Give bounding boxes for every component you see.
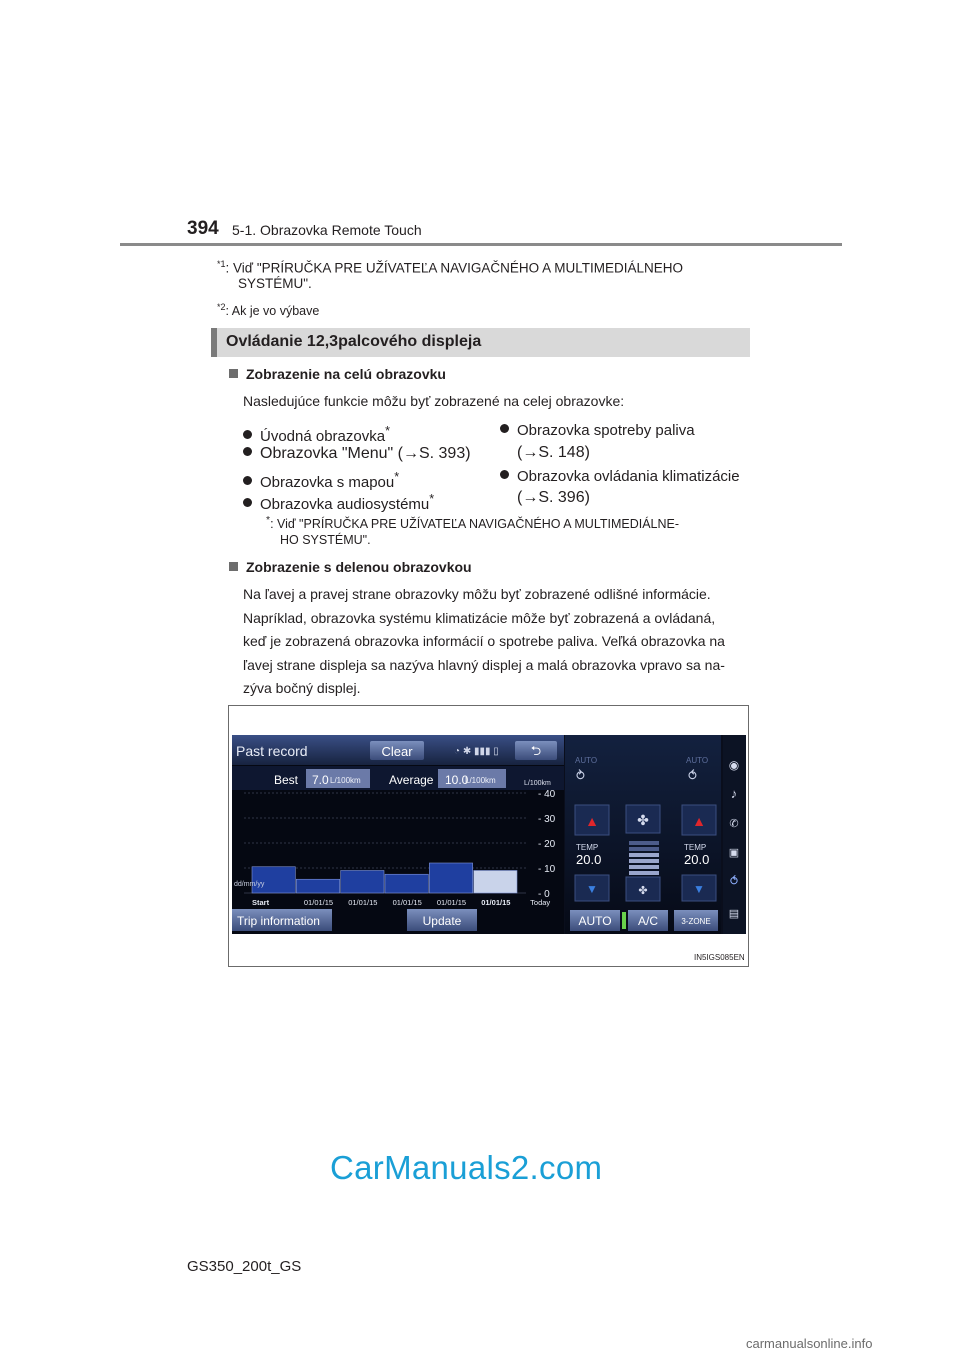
down-arrow-icon: ▼ xyxy=(693,882,705,896)
split-paragraph xyxy=(243,583,745,701)
square-bullet-icon xyxy=(229,369,238,378)
list-item-ref: (→S. 148) xyxy=(517,444,590,461)
chart-bar xyxy=(429,863,472,893)
auto-button-label: AUTO xyxy=(578,914,612,928)
trip-information-label: Trip information xyxy=(237,914,320,928)
footnote-2-mark: *2 xyxy=(217,302,226,312)
split-heading xyxy=(229,559,472,575)
clear-button-label: Clear xyxy=(381,744,413,759)
list-item-text: Obrazovka audiosystému xyxy=(260,496,430,513)
x-tick-label: 01/01/15 xyxy=(303,898,334,907)
x-tick-label: Start xyxy=(252,898,270,907)
square-bullet-icon xyxy=(229,562,238,571)
auto-left-label: AUTO xyxy=(575,756,598,765)
fullscreen-heading xyxy=(229,366,446,382)
y-tick-label: - 0 xyxy=(538,889,550,900)
footnote-1-cont: SYSTÉMU". xyxy=(238,276,312,291)
bullet-icon xyxy=(500,470,509,479)
list-item-ref: (→S. 396) xyxy=(517,489,590,506)
list-item-text: Obrazovka ovládania klimatizácie xyxy=(517,468,740,485)
list-item-mark: * xyxy=(429,492,435,506)
update-button-label: Update xyxy=(422,914,462,928)
best-unit: L/100km xyxy=(330,776,361,785)
average-unit: L/100km xyxy=(465,776,496,785)
chart-bar xyxy=(385,874,428,893)
fan-icon: ✤ xyxy=(637,812,649,828)
list-item xyxy=(500,421,695,441)
fan-small-icon: ✤ xyxy=(638,885,648,897)
temp-right-value: 20.0 xyxy=(684,852,710,867)
chart-bar xyxy=(252,867,295,893)
fullscreen-note xyxy=(266,512,679,533)
footnote-1-mark: *1 xyxy=(217,259,226,269)
site-watermark: carmanualsonline.info xyxy=(746,1336,873,1351)
y-tick-label: - 40 xyxy=(538,789,556,800)
section-heading-bar xyxy=(211,328,750,357)
bullet-icon xyxy=(243,447,252,456)
display-icon[interactable]: ▤ xyxy=(728,908,740,920)
display-svg xyxy=(232,735,746,934)
list-item-text: Obrazovka s mapou xyxy=(260,474,395,491)
chart-bar xyxy=(474,871,517,894)
up-arrow-icon: ▲ xyxy=(692,813,706,829)
temp-left-label: TEMP xyxy=(576,843,599,852)
paragraph-line: keď je zobrazená obrazovka informácií o spotrebe paliva. Veľká obrazovka na xyxy=(243,633,725,649)
x-tick-label: 01/01/15 xyxy=(348,898,378,907)
chart-bar xyxy=(296,879,339,893)
paragraph-line: zýva bočný displej. xyxy=(243,680,361,696)
footnote-2-text: : Ak je vo výbave xyxy=(225,304,320,319)
footnote-1-line1: : Viď "PRÍRUČKA PRE UŽÍVATEĽA NAVIGAČNÉHO A MULTIMEDIÁLNEHO xyxy=(225,260,683,276)
climate-icon[interactable]: ⥀ xyxy=(729,874,739,888)
display-screenshot xyxy=(232,735,746,934)
section-title: 5-1. Obrazovka Remote Touch xyxy=(232,222,422,238)
average-label: Average xyxy=(389,773,434,787)
x-tick-label: 01/01/15 xyxy=(436,898,467,907)
x-tick-label: 01/01/15 xyxy=(481,898,511,907)
up-arrow-icon: ▲ xyxy=(585,813,599,829)
list-item-mark: * xyxy=(394,470,400,484)
phone-icon[interactable]: ✆ xyxy=(729,818,739,830)
music-icon[interactable]: ♪ xyxy=(730,786,738,801)
chart-bar xyxy=(341,871,384,894)
seat-left-icon[interactable]: ⥁ xyxy=(576,768,585,783)
axis-unit: L/100km xyxy=(524,780,551,787)
status-icons: ◔ ✱ ▮▮▮ ▯ xyxy=(454,746,499,757)
bullet-icon xyxy=(243,430,252,439)
list-item-text: Úvodná obrazovka xyxy=(260,428,386,445)
zone-button-label: 3-ZONE xyxy=(681,917,711,926)
down-arrow-icon: ▼ xyxy=(586,882,598,896)
fullscreen-note-cont: HO SYSTÉMU". xyxy=(280,533,371,547)
header-rule xyxy=(120,243,842,246)
bullet-icon xyxy=(243,476,252,485)
temp-right-label: TEMP xyxy=(684,843,707,852)
x-tick-label: 01/01/15 xyxy=(392,898,422,907)
list-item-text: Obrazovka "Menu" (→S. 393) xyxy=(260,445,471,462)
page-number: 394 xyxy=(187,218,219,239)
watermark: CarManuals2.com xyxy=(330,1149,603,1186)
list-item-mark: * xyxy=(385,424,390,438)
bullet-icon xyxy=(243,498,252,507)
seat-right-icon[interactable]: ⥀ xyxy=(688,768,697,783)
info-icon[interactable]: ▣ xyxy=(728,847,740,859)
paragraph-line: ľavej strane displeja sa nazýva hlavný displej a malá obrazovka vpravo sa na- xyxy=(243,656,725,673)
average-value: 10.0 xyxy=(445,773,469,787)
note-mark: * xyxy=(266,515,271,526)
x-tick-label: Today xyxy=(530,898,551,907)
y-tick-label: - 30 xyxy=(538,814,556,825)
paragraph-line: Napríklad, obrazovka systému klimatizácie môže byť zobrazená a ovládaná, xyxy=(243,609,716,626)
y-tick-label: - 10 xyxy=(538,864,556,875)
note-line1: : Viď "PRÍRUČKA PRE UŽÍVATEĽA NAVIGAČNÉHO A MULTIMEDIÁLNE- xyxy=(270,517,680,532)
list-item-text: Obrazovka spotreby paliva xyxy=(517,422,695,439)
footnote-2 xyxy=(217,297,319,321)
ac-button-label: A/C xyxy=(637,914,659,928)
back-arrow-icon: ⮌ xyxy=(530,743,542,758)
fullscreen-intro: Nasledujúce funkcie môžu byť zobrazené na celej obrazovke: xyxy=(243,393,625,409)
split-heading-text: Zobrazenie s delenou obrazovkou xyxy=(246,559,472,575)
nav-icon[interactable]: ◉ xyxy=(728,758,740,772)
paragraph-line: Na ľavej a pravej strane obrazovky môžu byť zobrazené odlišné informácie. xyxy=(243,586,711,602)
footer-model: GS350_200t_GS xyxy=(187,1258,302,1275)
best-value: 7.0 xyxy=(312,773,329,787)
bullet-icon xyxy=(500,424,509,433)
temp-left-value: 20.0 xyxy=(576,852,602,867)
figure-id: IN5IGS085EN xyxy=(694,953,745,962)
list-item xyxy=(243,444,471,464)
section-heading: Ovládanie 12,3palcového displeja xyxy=(226,333,482,350)
fullscreen-heading-text: Zobrazenie na celú obrazovku xyxy=(246,366,446,382)
best-label: Best xyxy=(274,773,299,787)
ac-indicator xyxy=(622,912,626,929)
list-item xyxy=(500,467,740,487)
screen-title: Past record xyxy=(236,743,308,759)
date-format-label: dd/mm/yy xyxy=(234,881,265,888)
auto-right-label: AUTO xyxy=(686,756,709,765)
y-tick-label: - 20 xyxy=(538,839,556,850)
